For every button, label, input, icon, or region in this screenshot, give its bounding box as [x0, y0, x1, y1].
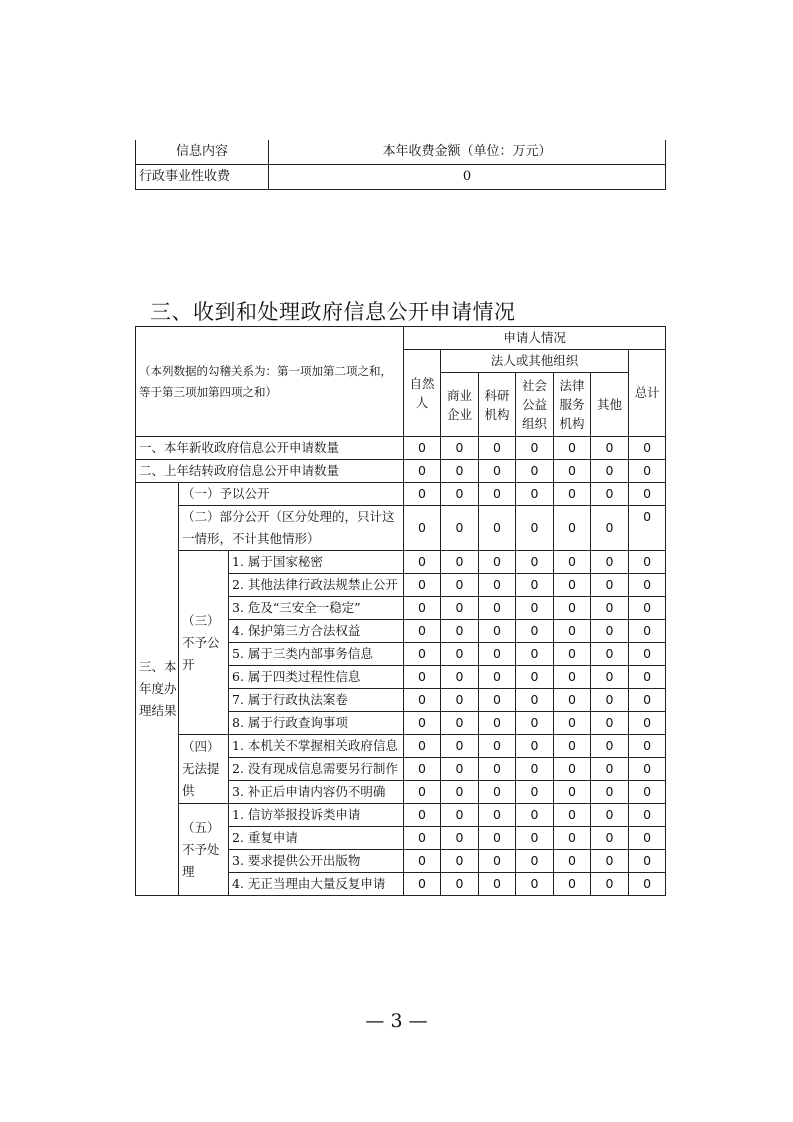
value-cell: 0	[591, 597, 629, 620]
fee-table	[135, 140, 666, 190]
table-note: （本列数据的勾稽关系为：第一项加第二项之和，等于第三项加第四项之和）	[136, 327, 404, 437]
value-cell: 0	[591, 437, 629, 460]
value-cell: 0	[441, 506, 479, 551]
value-cell: 0	[516, 735, 554, 758]
value-cell: 0	[629, 781, 666, 804]
value-cell: 0	[516, 827, 554, 850]
value-cell: 0	[479, 712, 516, 735]
value-cell: 0	[629, 666, 666, 689]
value-cell: 0	[629, 574, 666, 597]
value-cell: 0	[404, 483, 441, 506]
item-label: 1. 本机关不掌握相关政府信息	[229, 735, 404, 758]
total-header: 总计	[629, 350, 666, 437]
item-label: 6. 属于四类过程性信息	[229, 666, 404, 689]
value-cell: 0	[441, 460, 479, 483]
value-cell: 0	[554, 460, 591, 483]
value-cell: 0	[441, 437, 479, 460]
value-cell: 0	[479, 506, 516, 551]
value-cell: 0	[554, 804, 591, 827]
value-cell: 0	[554, 689, 591, 712]
fee-row-value: 0	[269, 165, 666, 190]
fee-header-amount: 本年收费金额（单位：万元）	[269, 140, 666, 165]
value-cell: 0	[554, 666, 591, 689]
fee-row-label: 行政事业性收费	[136, 165, 269, 190]
table-row	[136, 804, 666, 827]
value-cell: 0	[591, 643, 629, 666]
value-cell: 0	[554, 620, 591, 643]
table-row	[136, 551, 666, 574]
value-cell: 0	[479, 689, 516, 712]
row-label: （一）予以公开	[179, 483, 404, 506]
value-cell: 0	[591, 620, 629, 643]
value-cell: 0	[554, 506, 591, 551]
table-row	[136, 506, 666, 551]
value-cell: 0	[404, 506, 441, 551]
value-cell: 0	[441, 873, 479, 896]
item-label: 1. 信访举报投诉类申请	[229, 804, 404, 827]
value-cell: 0	[404, 574, 441, 597]
value-cell: 0	[404, 735, 441, 758]
value-cell: 0	[629, 758, 666, 781]
value-cell: 0	[516, 643, 554, 666]
table-row	[136, 460, 666, 483]
value-cell: 0	[516, 758, 554, 781]
value-cell: 0	[404, 758, 441, 781]
value-cell: 0	[441, 781, 479, 804]
value-cell: 0	[441, 735, 479, 758]
value-cell: 0	[591, 689, 629, 712]
item-label: 3. 危及“三安全一稳定”	[229, 597, 404, 620]
value-cell: 0	[479, 804, 516, 827]
value-cell: 0	[516, 689, 554, 712]
value-cell: 0	[591, 551, 629, 574]
value-cell: 0	[554, 758, 591, 781]
table-row	[136, 483, 666, 506]
item-label: 1. 属于国家秘密	[229, 551, 404, 574]
sub-header-legal-service: 法律服务机构	[554, 373, 591, 437]
value-cell: 0	[479, 643, 516, 666]
value-cell: 0	[479, 551, 516, 574]
value-cell: 0	[591, 483, 629, 506]
value-cell: 0	[554, 551, 591, 574]
item-label: 7. 属于行政执法案卷	[229, 689, 404, 712]
value-cell: 0	[516, 574, 554, 597]
sub-header-commercial: 商业企业	[441, 373, 479, 437]
value-cell: 0	[404, 643, 441, 666]
sub-group-label: （三）不予公开	[179, 551, 229, 735]
fee-header-row	[136, 140, 666, 165]
value-cell: 0	[554, 827, 591, 850]
value-cell: 0	[441, 574, 479, 597]
value-cell: 0	[479, 666, 516, 689]
value-cell: 0	[441, 689, 479, 712]
value-cell: 0	[404, 804, 441, 827]
value-cell: 0	[516, 712, 554, 735]
value-cell: 0	[591, 781, 629, 804]
value-cell: 0	[516, 483, 554, 506]
value-cell: 0	[554, 597, 591, 620]
value-cell: 0	[554, 643, 591, 666]
value-cell: 0	[479, 873, 516, 896]
value-cell: 0	[516, 850, 554, 873]
value-cell: 0	[516, 460, 554, 483]
value-cell: 0	[441, 804, 479, 827]
sub-header-other: 其他	[591, 373, 629, 437]
value-cell: 0	[629, 873, 666, 896]
value-cell: 0	[441, 666, 479, 689]
value-cell: 0	[591, 827, 629, 850]
value-cell: 0	[591, 666, 629, 689]
application-table	[135, 326, 666, 896]
value-cell: 0	[479, 620, 516, 643]
value-cell: 0	[479, 483, 516, 506]
value-cell: 0	[629, 643, 666, 666]
value-cell: 0	[629, 437, 666, 460]
value-cell: 0	[441, 643, 479, 666]
value-cell: 0	[591, 460, 629, 483]
value-cell: 0	[479, 758, 516, 781]
value-cell: 0	[479, 597, 516, 620]
value-cell: 0	[554, 483, 591, 506]
value-cell: 0	[441, 620, 479, 643]
section-title: 三、收到和处理政府信息公开申请情况	[150, 300, 516, 324]
value-cell: 0	[404, 850, 441, 873]
value-cell: 0	[404, 460, 441, 483]
sub-group-label: （五）不予处理	[179, 804, 229, 896]
value-cell: 0	[629, 483, 666, 506]
value-cell: 0	[629, 735, 666, 758]
value-cell: 0	[554, 850, 591, 873]
value-cell: 0	[516, 506, 554, 551]
value-cell: 0	[404, 620, 441, 643]
value-cell: 0	[629, 551, 666, 574]
value-cell: 0	[441, 597, 479, 620]
value-cell: 0	[404, 437, 441, 460]
value-cell: 0	[479, 574, 516, 597]
value-cell: 0	[441, 712, 479, 735]
row-label: （二）部分公开（区分处理的，只计这一情形，不计其他情形）	[179, 506, 404, 551]
value-cell: 0	[629, 712, 666, 735]
table-row	[136, 437, 666, 460]
value-cell: 0	[629, 689, 666, 712]
value-cell: 0	[479, 735, 516, 758]
value-cell: 0	[629, 850, 666, 873]
value-cell: 0	[404, 597, 441, 620]
item-label: 2. 其他法律行政法规禁止公开	[229, 574, 404, 597]
item-label: 4. 保护第三方合法权益	[229, 620, 404, 643]
value-cell: 0	[554, 735, 591, 758]
value-cell: 0	[404, 827, 441, 850]
value-cell: 0	[591, 506, 629, 551]
value-cell: 0	[516, 597, 554, 620]
legal-group-header: 法人或其他组织	[441, 350, 629, 373]
value-cell: 0	[516, 666, 554, 689]
value-cell: 0	[516, 620, 554, 643]
value-cell: 0	[591, 850, 629, 873]
value-cell: 0	[516, 804, 554, 827]
value-cell: 0	[404, 689, 441, 712]
value-cell: 0	[441, 827, 479, 850]
value-cell: 0	[404, 781, 441, 804]
value-cell: 0	[591, 758, 629, 781]
sub-header-research: 科研机构	[479, 373, 516, 437]
natural-person-header: 自然人	[404, 350, 441, 437]
value-cell: 0	[629, 620, 666, 643]
value-cell: 0	[404, 666, 441, 689]
value-cell: 0	[591, 574, 629, 597]
value-cell: 0	[404, 551, 441, 574]
row-label: 一、本年新收政府信息公开申请数量	[136, 437, 404, 460]
sub-group-label: （四）无法提供	[179, 735, 229, 804]
value-cell: 0	[516, 781, 554, 804]
result-group-label: 三、本年度办理结果	[136, 483, 179, 896]
sub-header-public-welfare: 社会公益组织	[516, 373, 554, 437]
value-cell: 0	[404, 873, 441, 896]
fee-row	[136, 165, 666, 190]
item-label: 3. 要求提供公开出版物	[229, 850, 404, 873]
value-cell: 0	[591, 873, 629, 896]
row-label: 二、上年结转政府信息公开申请数量	[136, 460, 404, 483]
value-cell: 0	[554, 437, 591, 460]
value-cell: 0	[629, 827, 666, 850]
header-row-1	[136, 327, 666, 350]
value-cell: 0	[629, 804, 666, 827]
value-cell: 0	[479, 781, 516, 804]
item-label: 5. 属于三类内部事务信息	[229, 643, 404, 666]
fee-header-content: 信息内容	[136, 140, 269, 165]
value-cell: 0	[554, 712, 591, 735]
value-cell: 0	[516, 437, 554, 460]
value-cell: 0	[404, 712, 441, 735]
value-cell: 0	[516, 873, 554, 896]
value-cell: 0	[479, 827, 516, 850]
value-cell: 0	[591, 735, 629, 758]
value-cell: 0	[516, 551, 554, 574]
applicant-header: 申请人情况	[404, 327, 666, 350]
value-cell: 0	[479, 850, 516, 873]
value-cell: 0	[629, 506, 666, 551]
item-label: 3. 补正后申请内容仍不明确	[229, 781, 404, 804]
value-cell: 0	[479, 437, 516, 460]
value-cell: 0	[479, 460, 516, 483]
value-cell: 0	[441, 551, 479, 574]
value-cell: 0	[441, 850, 479, 873]
value-cell: 0	[629, 460, 666, 483]
value-cell: 0	[554, 781, 591, 804]
item-label: 2. 重复申请	[229, 827, 404, 850]
value-cell: 0	[441, 758, 479, 781]
value-cell: 0	[591, 712, 629, 735]
item-label: 4. 无正当理由大量反复申请	[229, 873, 404, 896]
table-row	[136, 735, 666, 758]
item-label: 8. 属于行政查询事项	[229, 712, 404, 735]
value-cell: 0	[591, 804, 629, 827]
value-cell: 0	[441, 483, 479, 506]
value-cell: 0	[629, 597, 666, 620]
value-cell: 0	[554, 873, 591, 896]
page-number: — 3 —	[365, 1010, 428, 1032]
item-label: 2. 没有现成信息需要另行制作	[229, 758, 404, 781]
value-cell: 0	[554, 574, 591, 597]
